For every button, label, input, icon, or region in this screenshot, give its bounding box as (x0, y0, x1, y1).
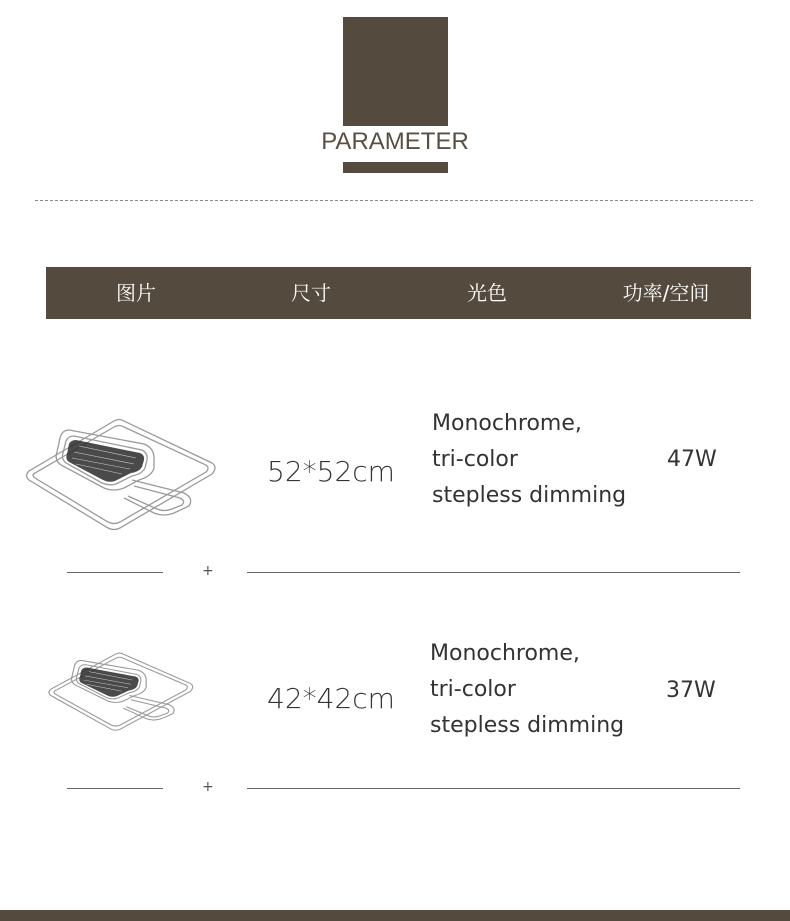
power-value: 47W (667, 447, 717, 472)
dashed-divider (35, 200, 753, 201)
row-divider-right (247, 572, 740, 573)
row-divider-right (247, 788, 740, 789)
light-line-3: stepless dimming (430, 713, 625, 738)
header-light-color: 光色 (467, 281, 507, 305)
light-line-1: Monochrome, (432, 411, 582, 436)
header-size: 尺寸 (291, 281, 331, 305)
table-header (46, 267, 751, 319)
row-divider-mark: + (202, 563, 214, 579)
light-line-2: tri-color (430, 677, 516, 702)
square-ceiling-lamp-icon (24, 418, 218, 532)
page-title: PARAMETER (321, 128, 469, 155)
size-value: 42*42cm (267, 682, 395, 715)
light-line-2: tri-color (432, 447, 518, 472)
row-divider-mark: + (202, 779, 214, 795)
light-line-3: stepless dimming (432, 483, 627, 508)
light-color-description (432, 406, 626, 514)
footer-bar (0, 910, 790, 921)
row-divider-left (67, 788, 163, 789)
hero-decor-bar (343, 162, 448, 173)
power-value: 37W (666, 678, 716, 703)
row-divider-left (67, 572, 163, 573)
hero-decor-block (343, 17, 448, 126)
header-power-space: 功率/空间 (622, 281, 710, 305)
size-value: 52*52cm (267, 455, 395, 488)
light-color-description (430, 636, 624, 744)
header-image: 图片 (116, 281, 156, 305)
light-line-1: Monochrome, (430, 641, 580, 666)
square-ceiling-lamp-icon (47, 652, 195, 732)
